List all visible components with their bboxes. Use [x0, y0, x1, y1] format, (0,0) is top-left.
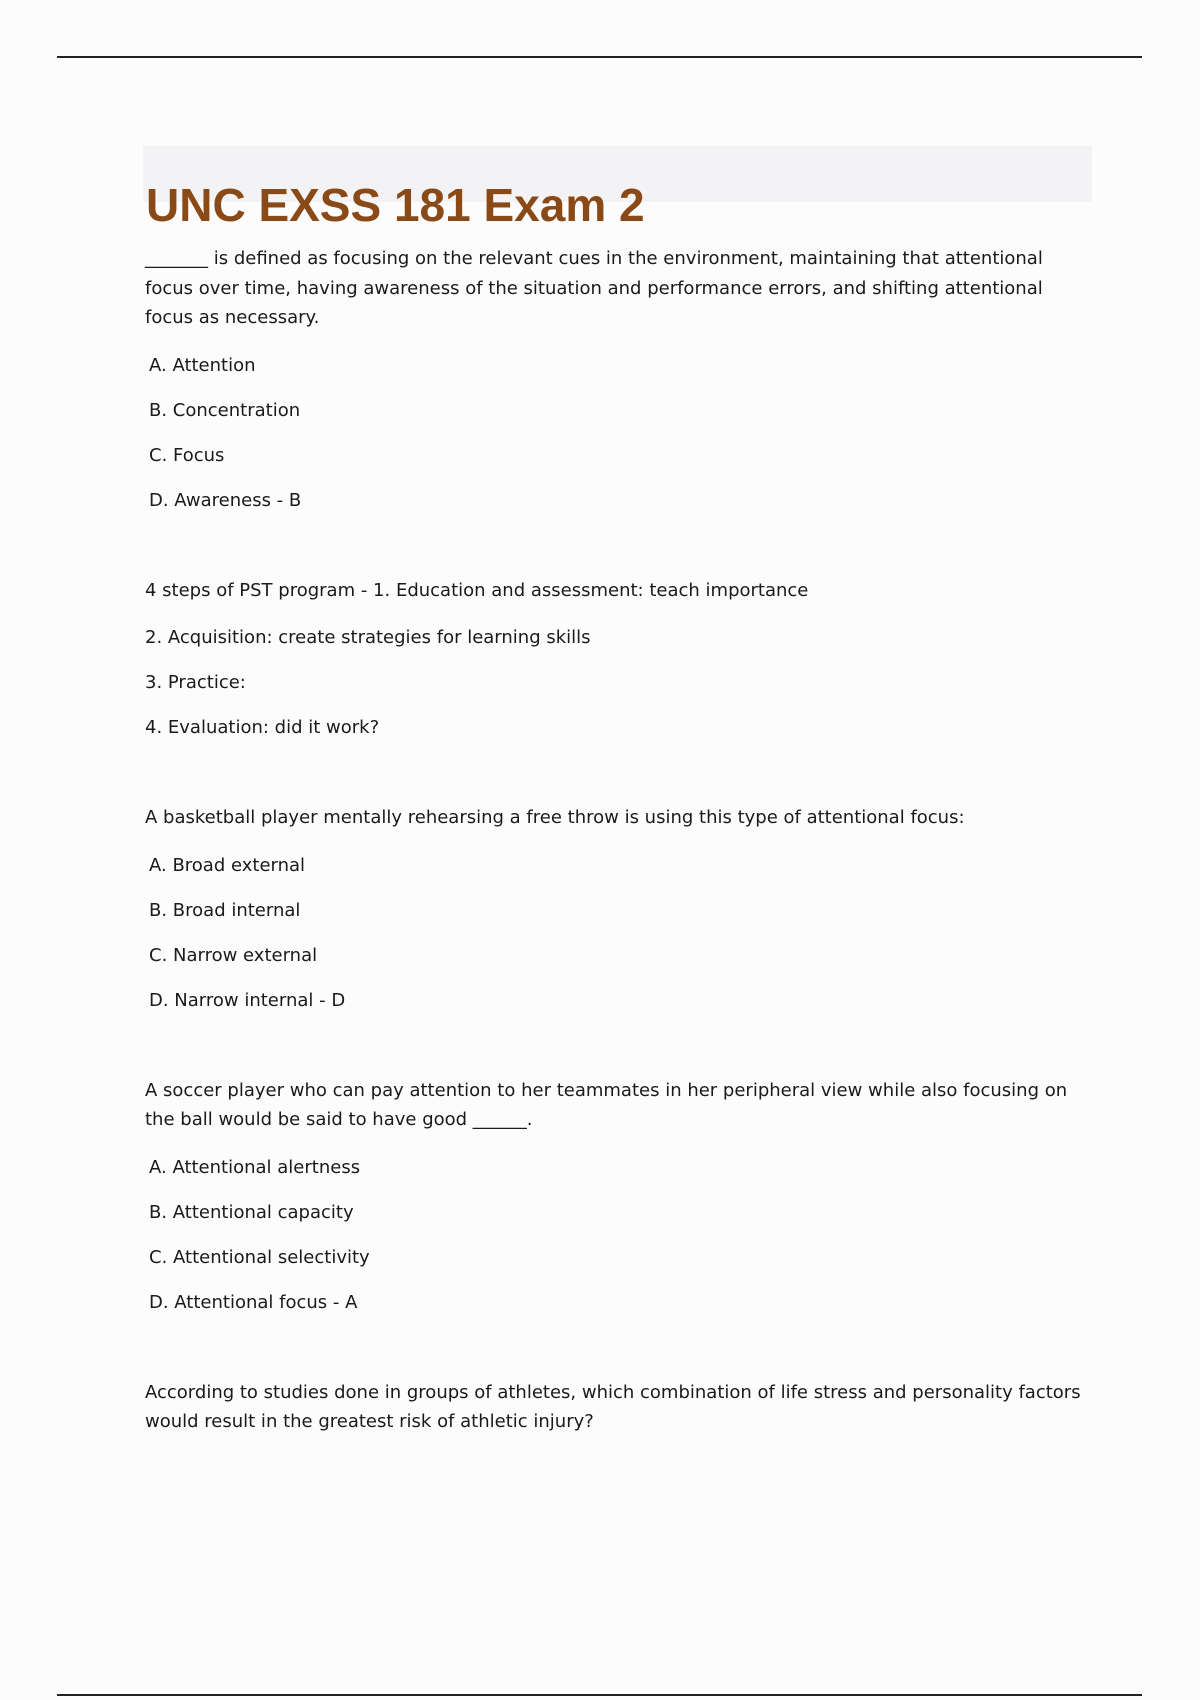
answer-option: B. Concentration: [149, 399, 301, 421]
question-block-3: [145, 803, 1095, 1013]
answer-option: C. Focus: [149, 444, 225, 466]
answer-option: B. Broad internal: [149, 899, 301, 921]
question-text: _______ is defined as focusing on the relevant cues in the environment, maintaining that attentional focus over time, having awareness of the situation and performance errors, and shifting attentional focus as necessary.: [145, 248, 1043, 328]
question-text: A soccer player who can pay attention to her teammates in her peripheral view while also focusing on the ball would be said to have good ______.: [145, 1079, 1068, 1130]
answer-option: A. Broad external: [149, 854, 306, 876]
answer-options: [145, 354, 1095, 513]
answer-option: D. Awareness - B: [149, 489, 302, 511]
answer-option: D. Narrow internal - D: [149, 989, 346, 1011]
answer-options: [145, 1156, 1095, 1315]
document-title: UNC EXSS 181 Exam 2: [146, 178, 645, 231]
answer-options: [145, 854, 1095, 1013]
answer-option: A. Attention: [149, 354, 256, 376]
answer-option: A. Attentional alertness: [149, 1156, 361, 1178]
question-text: A basketball player mentally rehearsing a free throw is using this type of attentional focus:: [145, 807, 965, 828]
question-block-2: [145, 576, 1095, 741]
question-text: According to studies done in groups of athletes, which combination of life stress and personality factors would result in the greatest risk of athletic injury?: [145, 1381, 1081, 1432]
answer-option: 3. Practice:: [145, 672, 246, 693]
question-list: [145, 244, 1095, 1437]
answer-option: C. Narrow external: [149, 944, 318, 966]
question-block-4: [145, 1076, 1095, 1315]
question-block-5: [145, 1378, 1095, 1437]
answer-option: C. Attentional selectivity: [149, 1246, 370, 1268]
question-block-1: [145, 244, 1095, 513]
top-rule: [57, 56, 1142, 58]
answer-option: D. Attentional focus - A: [149, 1291, 358, 1313]
question-text: 4 steps of PST program - 1. Education and assessment: teach importance: [145, 579, 809, 601]
answer-option: B. Attentional capacity: [149, 1201, 354, 1223]
answer-option: 4. Evaluation: did it work?: [145, 717, 380, 738]
answer-options: [145, 626, 1095, 740]
bottom-rule: [57, 1694, 1142, 1696]
answer-option: 2. Acquisition: create strategies for learning skills: [145, 627, 591, 648]
